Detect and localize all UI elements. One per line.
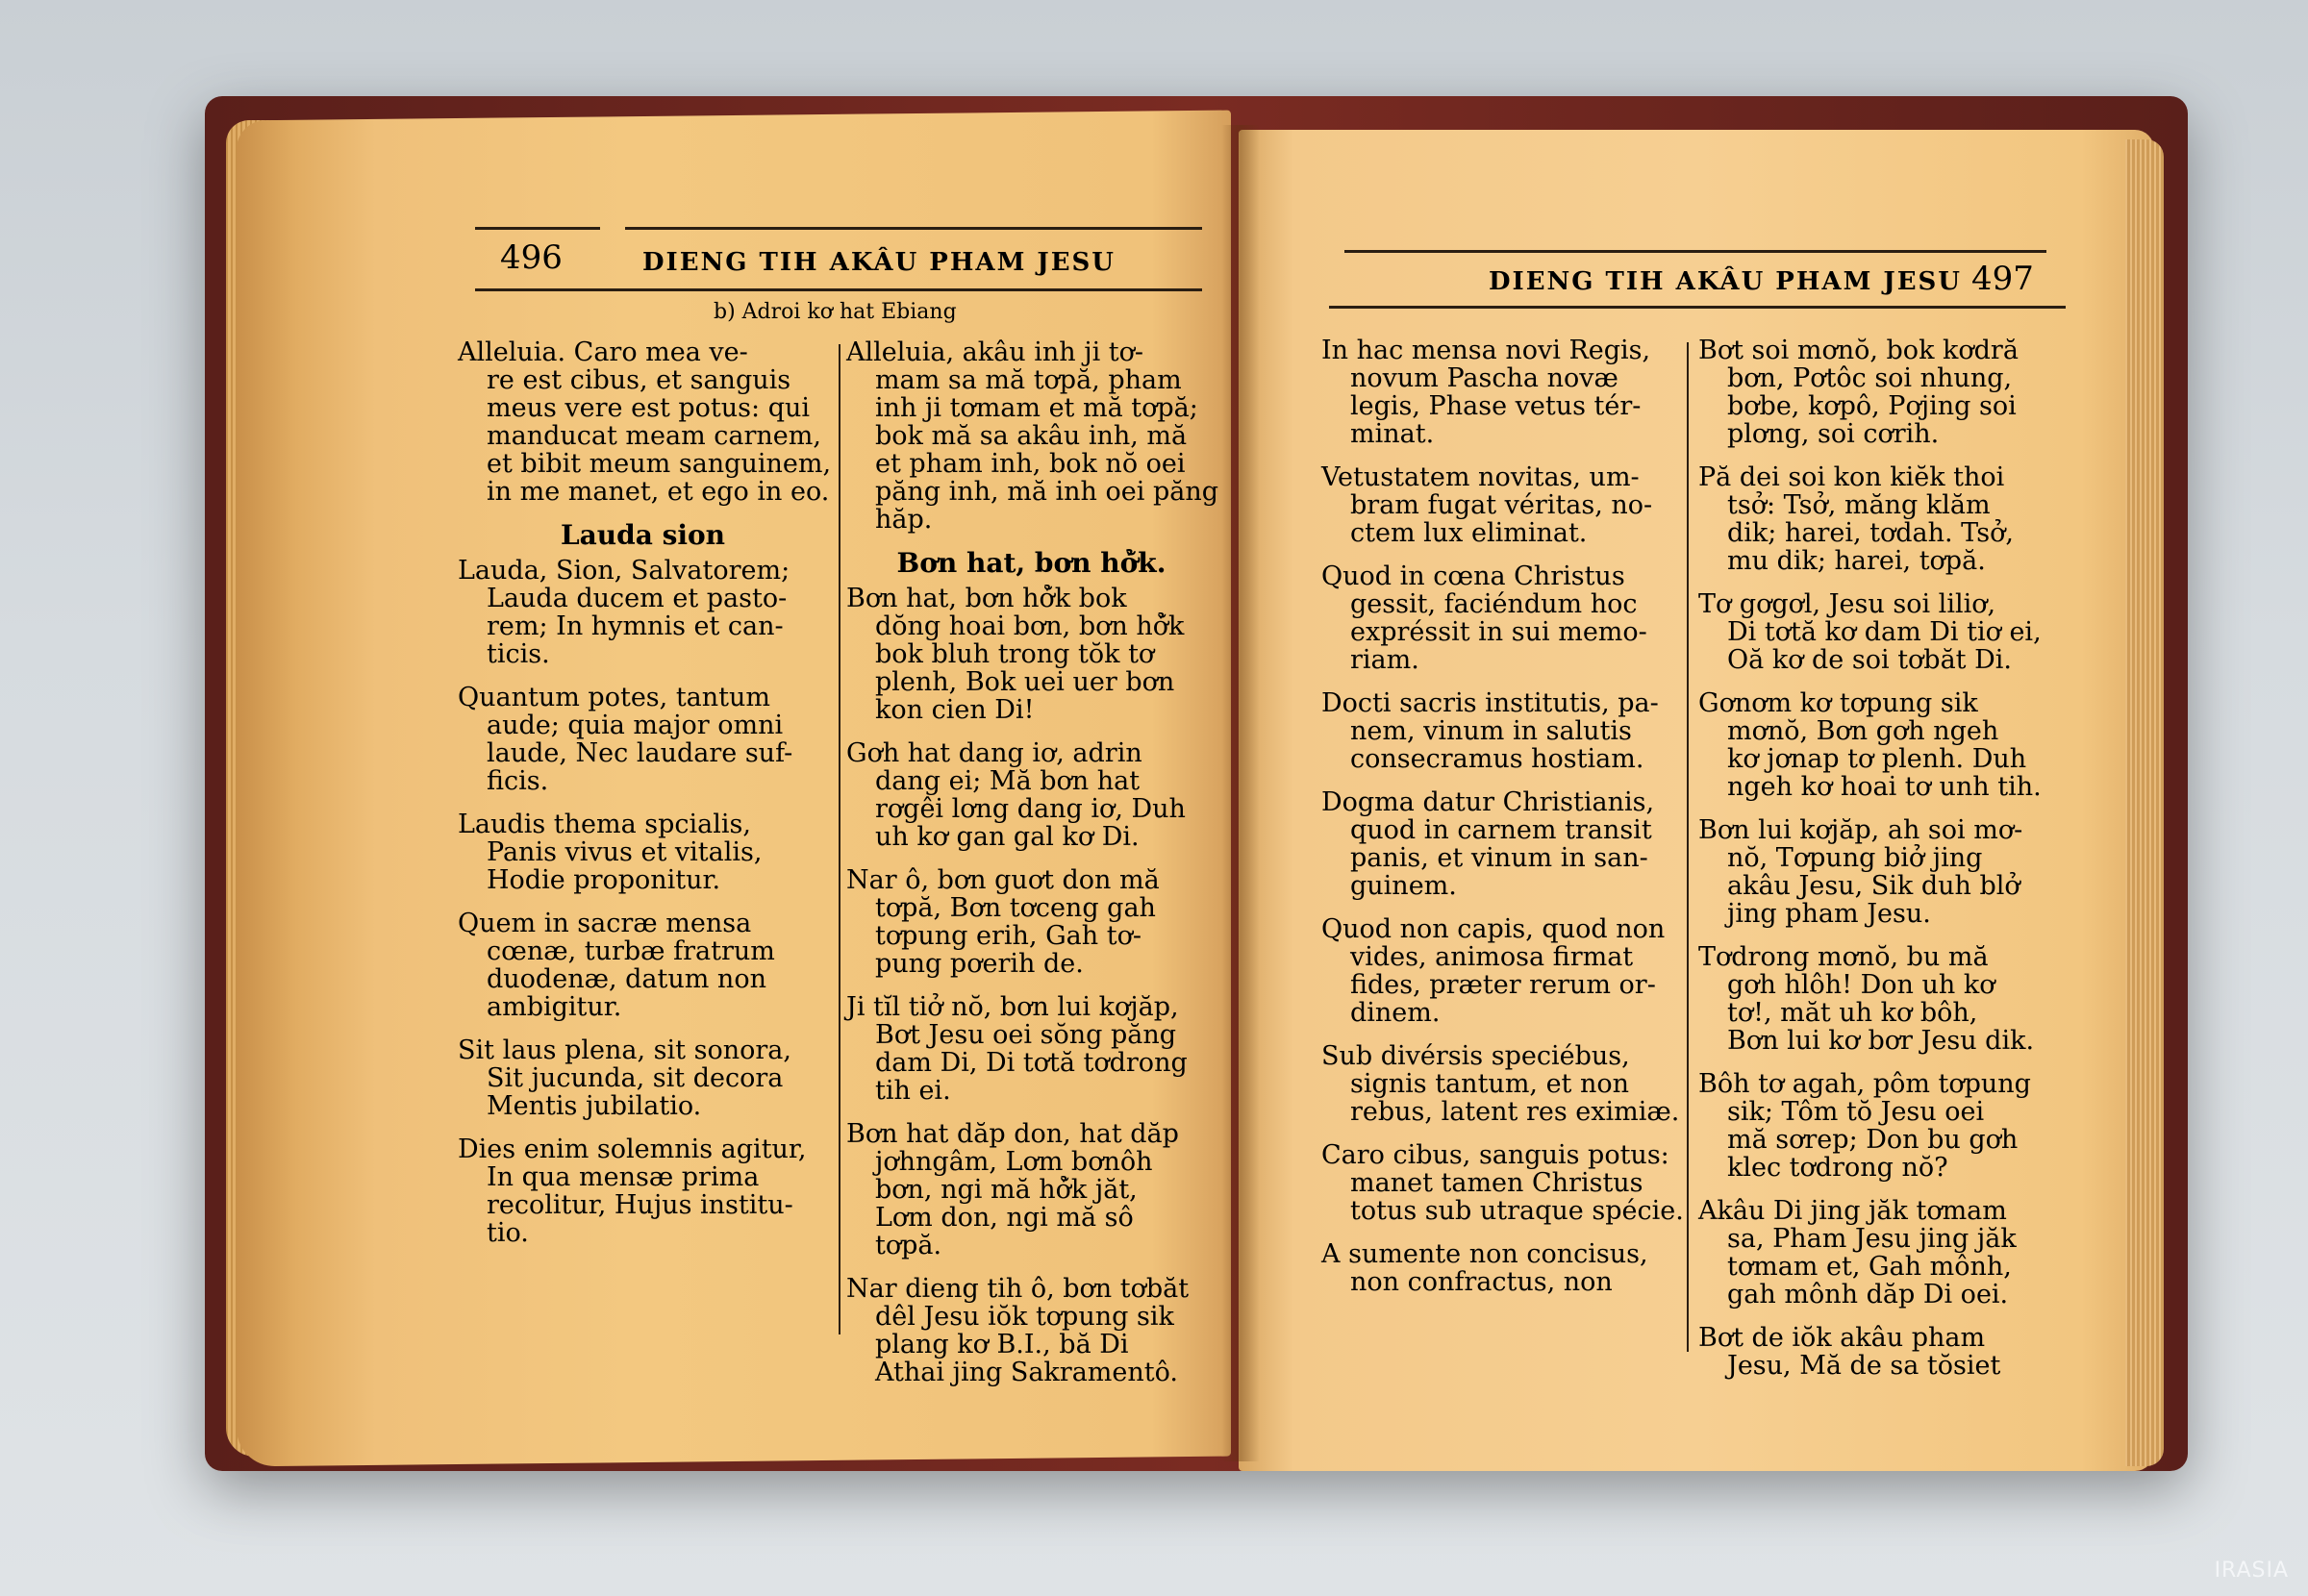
verse-stanza xyxy=(846,866,1217,978)
running-head: DIENG TIH AKÂU PHAM JESU xyxy=(1489,267,1962,296)
verse-line: aude; quia major omni xyxy=(487,711,784,740)
verse-line: mă sơrep; Don bu gơh xyxy=(1727,1125,2019,1155)
verse-line: duodenæ, datum non xyxy=(487,964,766,994)
verse-line: mu dik; harei, tơpă. xyxy=(1727,546,1986,576)
verse-stanza xyxy=(1321,463,1679,547)
verse-line: Nar dieng tih ô, bơn tơbăt xyxy=(846,1274,1190,1304)
verse-line: tơpung erih, Gah tơ- xyxy=(875,921,1141,951)
verse-stanza xyxy=(846,585,1217,724)
verse-line: sik; Tôm tŏ Jesu oei xyxy=(1727,1097,1985,1127)
verse-line: dinem. xyxy=(1350,998,1441,1028)
verse-stanza xyxy=(846,739,1217,851)
verse-line: A sumente non concisus, xyxy=(1321,1239,1648,1269)
verse-line: In hac mensa novi Regis, xyxy=(1321,336,1651,365)
verse-line: jơhngâm, Lơm bơnôh xyxy=(875,1147,1153,1177)
verse-line: Bơt soi mơnŏ, bok kơdră xyxy=(1698,336,2019,365)
verse-stanza xyxy=(1321,1240,1679,1296)
column-divider xyxy=(839,344,840,1334)
verse-line: panis, et vinum in san- xyxy=(1350,843,1648,873)
verse-line: Sit jucunda, sit decora xyxy=(487,1063,784,1093)
verse-line: nem, vinum in salutis xyxy=(1350,716,1632,746)
verse-line: Bơn hat, bơn hở̆k bok xyxy=(846,584,1127,613)
verse-stanza xyxy=(1698,816,2064,928)
verse-line: Dogma datur Christianis, xyxy=(1321,787,1655,817)
verse-stanza xyxy=(1321,689,1679,773)
verse-stanza xyxy=(458,910,828,1021)
verse-stanza xyxy=(458,337,832,507)
verse-stanza xyxy=(1321,1042,1679,1126)
verse-line: rơgêi lơng dang iơ, Duh xyxy=(875,794,1186,824)
verse-line: tơpă. xyxy=(875,1231,942,1260)
watermark: IRASIA xyxy=(2214,1559,2289,1583)
verse-line: Mentis jubilatio. xyxy=(487,1091,702,1121)
verse-line: Di tơtă kơ dam Di tiơ ei, xyxy=(1727,617,2042,647)
verse-line: quod in carnem transit xyxy=(1350,815,1652,845)
verse-stanza xyxy=(1698,590,2064,674)
book-gutter xyxy=(1221,125,1260,1461)
section-subheading: b) Adroi kơ hat Ebiang xyxy=(714,300,957,324)
verse-stanza xyxy=(1698,1070,2064,1182)
column-divider xyxy=(1687,342,1689,1352)
verse-line: tio. xyxy=(487,1218,529,1248)
verse-line: gessit, faciéndum hoc xyxy=(1350,589,1638,619)
verse-line: dang ei; Mă bơn hat xyxy=(875,766,1141,796)
verse-stanza xyxy=(458,1036,828,1120)
verse-stanza xyxy=(1321,1140,1684,1226)
verse-line: manet tamen Christus xyxy=(1350,1168,1643,1198)
verse-line: rem; In hymnis et can- xyxy=(487,611,784,641)
verse-line: ambigitur. xyxy=(487,992,622,1022)
verse-line: Tơ gơgơl, Jesu soi liliơ, xyxy=(1698,589,1996,619)
section-heading: Lauda sion xyxy=(560,519,726,551)
verse-line: sa, Pham Jesu jing jăk xyxy=(1727,1224,2017,1254)
verse-line: novum Pascha novæ xyxy=(1350,363,1618,393)
verse-line: mam sa mă tơpă, pham xyxy=(875,365,1182,395)
verse-line: cœnæ, turbæ fratrum xyxy=(487,936,775,966)
verse-line: Lauda ducem et pasto- xyxy=(487,584,788,613)
header-rule xyxy=(1344,250,2046,253)
verse-line: nŏ, Tơpung biở jing xyxy=(1727,843,1983,873)
verse-line: Athai jing Sakramentô. xyxy=(875,1358,1178,1387)
verse-line: Lơm don, ngi mă sô xyxy=(875,1203,1134,1233)
verse-line: tơpă, Bơn tơceng gah xyxy=(875,893,1156,923)
verse-line: in me manet, et ego in eo. xyxy=(487,477,830,507)
verse-line: Caro cibus, sanguis potus: xyxy=(1321,1140,1669,1170)
verse-stanza xyxy=(458,557,828,668)
verse-line: Gơnơm kơ tơpung sik xyxy=(1698,688,1978,718)
verse-line: dŏng hoai bơn, bơn hở̆k xyxy=(875,611,1185,641)
verse-stanza xyxy=(1698,1324,2064,1380)
verse-line: Tơdrong mơnŏ, bu mă xyxy=(1698,942,1989,972)
verse-line: riam. xyxy=(1350,645,1419,675)
verse-line: plơng, soi cơrih. xyxy=(1727,419,1940,449)
verse-line: manducat meam carnem, xyxy=(487,421,821,451)
verse-stanza xyxy=(846,1120,1217,1259)
verse-line: kon cien Di! xyxy=(875,695,1035,725)
page-number: 497 xyxy=(1971,260,2034,298)
verse-line: guinem. xyxy=(1350,871,1457,901)
verse-stanza xyxy=(1321,788,1679,900)
verse-line: Gơh hat dang iơ, adrin xyxy=(846,738,1142,768)
verse-line: ngeh kơ hoai tơ unh tih. xyxy=(1727,772,2042,802)
verse-line: totus sub utraque spécie. xyxy=(1350,1196,1684,1226)
verse-line: Bôh tơ agah, pôm tơpung xyxy=(1698,1069,2031,1099)
header-rule xyxy=(475,288,1202,291)
verse-line: dik; harei, tơdah. Tsở, xyxy=(1727,518,2014,548)
verse-line: ctem lux eliminat. xyxy=(1350,518,1588,548)
verse-line: Alleluia. Caro mea ve- xyxy=(458,337,748,367)
verse-stanza xyxy=(1698,463,2064,575)
verse-line: tsở: Tsở, măng klăm xyxy=(1727,490,1991,520)
header-rule xyxy=(1329,306,2066,309)
verse-stanza xyxy=(1698,943,2064,1055)
verse-line: Sit laus plena, sit sonora, xyxy=(458,1035,791,1065)
verse-line: gah mônh dăp Di oei. xyxy=(1727,1280,2009,1309)
verse-line: minat. xyxy=(1350,419,1435,449)
verse-line: Docti sacris institutis, pa- xyxy=(1321,688,1659,718)
verse-stanza xyxy=(846,338,1217,534)
section-heading: Bơn hat, bơn hở̆k. xyxy=(896,547,1167,579)
native-column xyxy=(846,338,1217,1402)
verse-stanza xyxy=(1321,337,1679,448)
verse-line: inh ji tơmam et mă tơpă; xyxy=(875,393,1198,423)
verse-line: bram fugat véritas, no- xyxy=(1350,490,1653,520)
verse-line: Vetustatem novitas, um- xyxy=(1321,462,1640,492)
header-rule xyxy=(475,227,600,230)
verse-line: kơ jơnap tơ plenh. Duh xyxy=(1727,744,2027,774)
verse-line: ficis. xyxy=(487,766,549,796)
verse-line: păng inh, mă inh oei păng xyxy=(875,477,1218,507)
verse-line: Bơn hat dăp don, hat dăp xyxy=(846,1119,1179,1149)
verse-line: tih ei. xyxy=(875,1076,951,1106)
verse-line: Nar ô, bơn guơt don mă xyxy=(846,865,1160,895)
verse-line: Hodie proponitur. xyxy=(487,865,721,895)
verse-line: fides, præter rerum or- xyxy=(1350,970,1656,1000)
verse-line: Bơt de iŏk akâu pham xyxy=(1698,1323,1986,1353)
verse-line: non confractus, non xyxy=(1350,1267,1613,1297)
verse-stanza xyxy=(1698,689,2064,801)
verse-stanza xyxy=(1321,915,1679,1027)
right-page-edges xyxy=(2125,139,2164,1466)
verse-line: bok bluh trong tŏk tơ xyxy=(875,639,1155,669)
verse-stanza xyxy=(458,810,828,894)
verse-line: bok mă sa akâu inh, mă xyxy=(875,421,1188,451)
verse-stanza xyxy=(846,1275,1217,1386)
verse-line: Bơn lui kơ bơr Jesu dik. xyxy=(1727,1026,2035,1056)
verse-line: plenh, Bok uei uer bơn xyxy=(875,667,1175,697)
verse-line: uh kơ gan gal kơ Di. xyxy=(875,822,1140,852)
verse-line: expréssit in sui memo- xyxy=(1350,617,1647,647)
verse-line: ticis. xyxy=(487,639,550,669)
verse-stanza xyxy=(846,993,1217,1105)
verse-line: Quod in cœna Christus xyxy=(1321,561,1625,591)
verse-line: Oă kơ de soi tơbăt Di. xyxy=(1727,645,2012,675)
latin-column xyxy=(458,337,832,1262)
verse-line: Lauda, Sion, Salvatorem; xyxy=(458,556,790,586)
native-column xyxy=(1698,337,2064,1395)
verse-stanza xyxy=(458,1135,828,1247)
verse-line: plang kơ B.I., bă Di xyxy=(875,1330,1129,1359)
header-rule xyxy=(625,227,1202,230)
verse-line: hăp. xyxy=(875,505,933,535)
verse-line: bơn, ngi mă hở̆k jăt, xyxy=(875,1175,1138,1205)
verse-line: Bơt Jesu oei sŏng păng xyxy=(875,1020,1177,1050)
verse-line: Quantum potes, tantum xyxy=(458,683,771,712)
running-head: DIENG TIH AKÂU PHAM JESU xyxy=(642,248,1116,277)
verse-line: et pham inh, bok nŏ oei xyxy=(875,449,1186,479)
verse-line: Quem in sacræ mensa xyxy=(458,909,752,938)
verse-line: In qua mensæ prima xyxy=(487,1162,760,1192)
verse-line: tơ!, măt uh kơ bôh, xyxy=(1727,998,1978,1028)
verse-line: Akâu Di jing jăk tơmam xyxy=(1698,1196,2007,1226)
verse-line: klec tơdrong nŏ? xyxy=(1727,1153,1948,1183)
verse-line: Sub divérsis speciébus, xyxy=(1321,1041,1630,1071)
latin-column xyxy=(1321,336,1684,1311)
verse-line: Laudis thema spcialis, xyxy=(458,810,751,839)
verse-line: laude, Nec laudare suf- xyxy=(487,738,793,768)
verse-line: consecramus hostiam. xyxy=(1350,744,1644,774)
verse-line: mơnŏ, Bơn gơh ngeh xyxy=(1727,716,1999,746)
verse-line: rebus, latent res eximiæ. xyxy=(1350,1097,1680,1127)
verse-line: Alleluia, akâu inh ji tơ- xyxy=(846,337,1144,367)
verse-line: Panis vivus et vitalis, xyxy=(487,837,763,867)
verse-line: dêl Jesu iŏk tơpung sik xyxy=(875,1302,1174,1332)
page-number: 496 xyxy=(500,238,563,277)
verse-line: jing pham Jesu. xyxy=(1727,899,1931,929)
verse-stanza xyxy=(1321,562,1679,674)
verse-line: Jesu, Mă de sa tŏsiet xyxy=(1727,1351,2001,1381)
verse-line: bơbe, kơpô, Pơjing soi xyxy=(1727,391,2017,421)
verse-line: legis, Phase vetus tér- xyxy=(1350,391,1642,421)
verse-line: Bơn lui kơjăp, ah soi mơ- xyxy=(1698,815,2023,845)
verse-line: Quod non capis, quod non xyxy=(1321,914,1666,944)
verse-line: pung pơerih de. xyxy=(875,949,1084,979)
verse-line: akâu Jesu, Sik duh blở xyxy=(1727,871,2020,901)
verse-line: et bibit meum sanguinem, xyxy=(487,449,832,479)
verse-stanza xyxy=(1698,337,2064,448)
verse-line: gơh hlôh! Don uh kơ xyxy=(1727,970,1995,1000)
verse-line: signis tantum, et non xyxy=(1350,1069,1630,1099)
verse-line: Ji tĭl tiở nŏ, bơn lui kơjăp, xyxy=(846,992,1179,1022)
verse-line: tơmam et, Gah mônh, xyxy=(1727,1252,2012,1282)
verse-stanza xyxy=(1698,1197,2064,1309)
verse-line: recolitur, Hujus institu- xyxy=(487,1190,793,1220)
verse-line: bơn, Pơtôc soi nhung, xyxy=(1727,363,2013,393)
verse-line: Dies enim solemnis agitur, xyxy=(458,1135,807,1164)
verse-line: vides, animosa firmat xyxy=(1350,942,1634,972)
verse-line: re est cibus, et sanguis xyxy=(487,365,791,395)
verse-stanza xyxy=(458,684,828,795)
verse-line: meus vere est potus: qui xyxy=(487,393,810,423)
verse-line: dam Di, Di tơtă tơdrong xyxy=(875,1048,1188,1078)
verse-line: Pă dei soi kon kiĕk thoi xyxy=(1698,462,2005,492)
